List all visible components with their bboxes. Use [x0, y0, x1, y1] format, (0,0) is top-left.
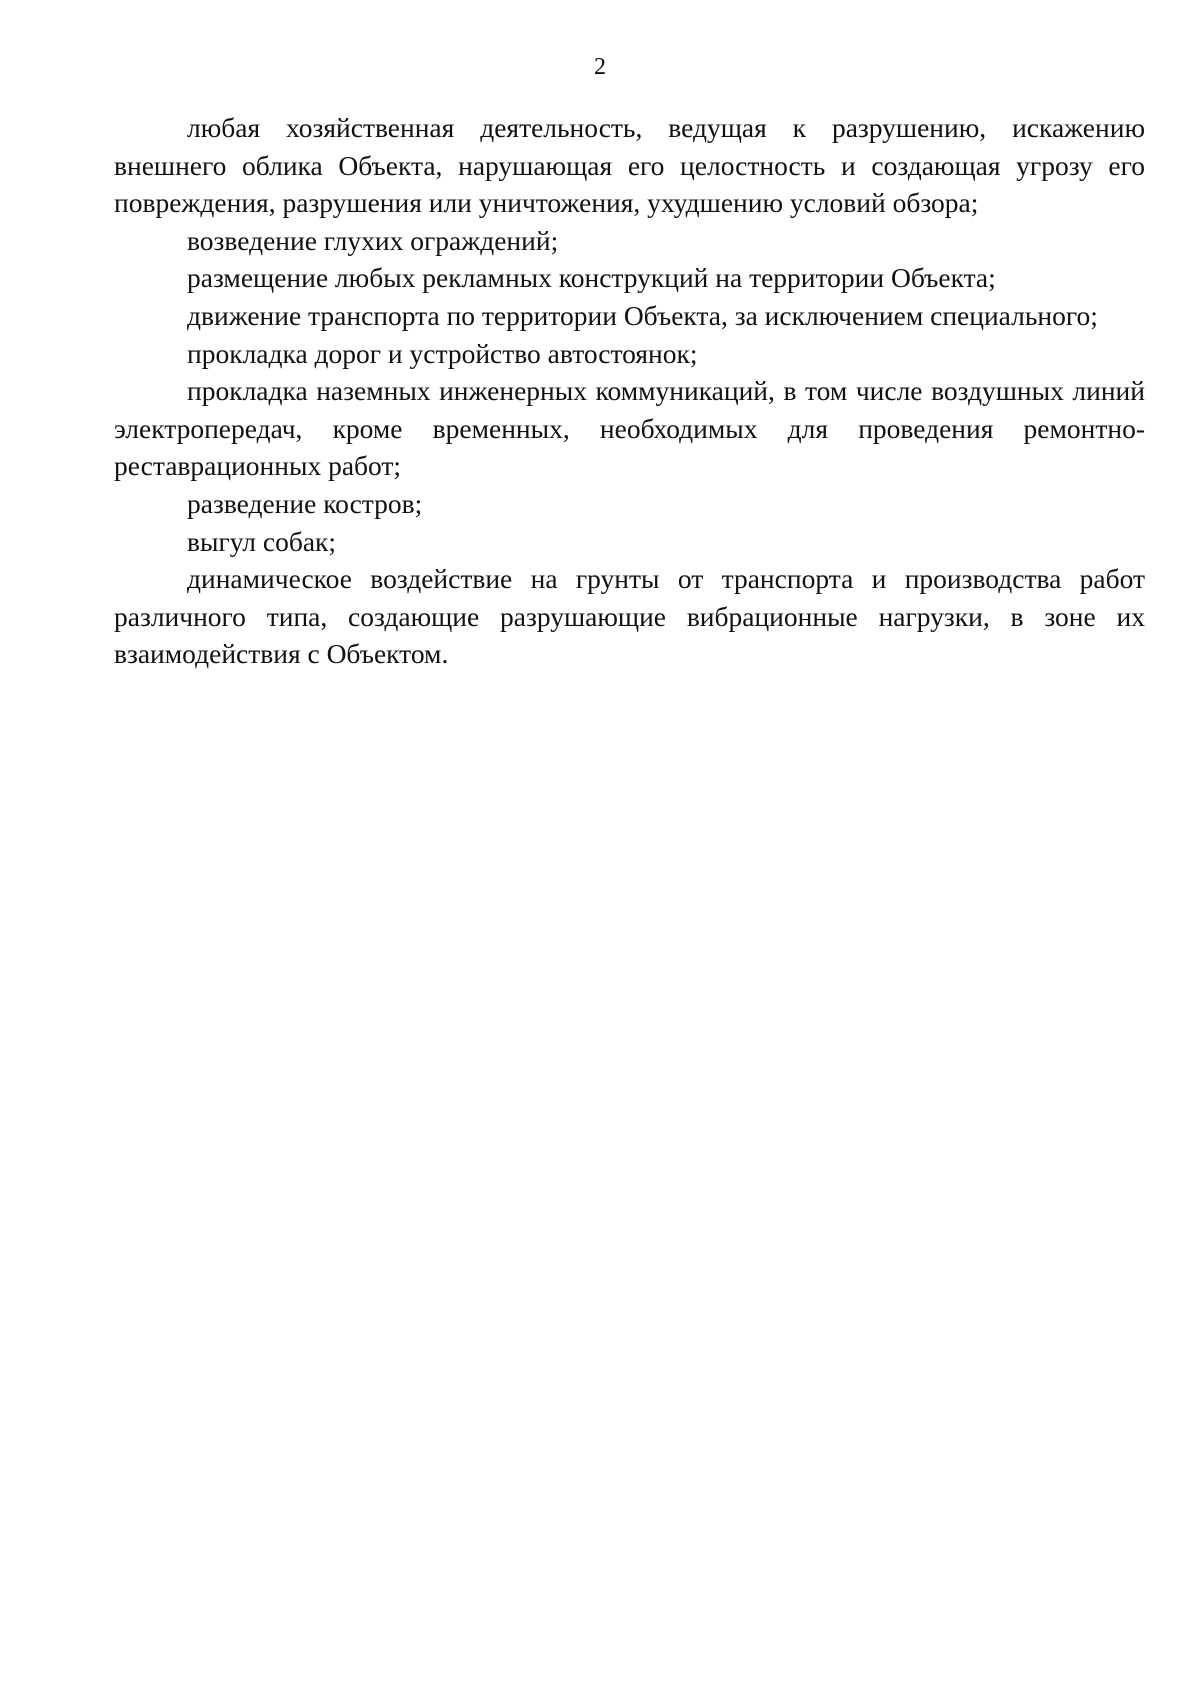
- paragraph-dynamic-impact: динамическое воздействие на грунты от транспорта и производства работ различного типа, создающие разрушающие вибрационные нагрузки, в зоне их взаимодействия с Объектом.: [114, 563, 1145, 670]
- paragraph-bonfires: разведение костров;: [187, 487, 423, 519]
- page-number: 2: [594, 54, 606, 80]
- paragraph-advertising-structures: размещение любых рекламных конструкций на территории Объекта;: [187, 262, 996, 294]
- body-text: [114, 109, 1145, 673]
- paragraph-solid-fences: возведение глухих ограждений;: [187, 224, 559, 256]
- paragraph-engineering-communications: прокладка наземных инженерных коммуникаций, в том числе воздушных линий электропередач, кроме временных, необходимых для проведения ремонтно-реставрационных работ;: [114, 375, 1145, 482]
- paragraph-dog-walking: выгул собак;: [187, 525, 337, 557]
- paragraph-roads-parking: прокладка дорог и устройство автостоянок;: [187, 337, 698, 369]
- paragraph-transport-movement: движение транспорта по территории Объекта, за исключением специального;: [187, 299, 1098, 331]
- paragraph-economic-activity: любая хозяйственная деятельность, ведущая к разрушению, искажению внешнего облика Объекта, нарушающая его целостность и создающая угрозу его повреждения, разрушения или уничтожения, ухудшению условий обзора;: [114, 112, 1145, 219]
